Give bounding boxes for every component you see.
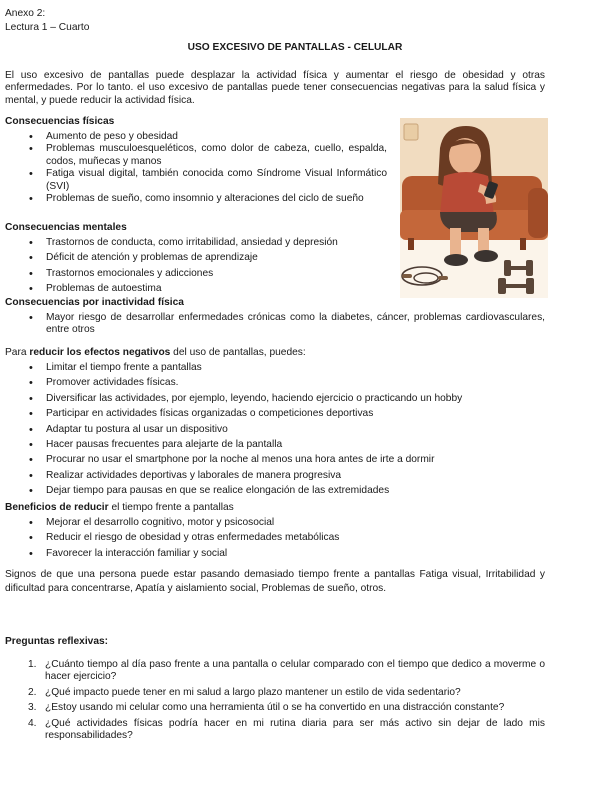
reduce-list — [5, 362, 545, 498]
inactivity-list — [5, 312, 545, 337]
signs-paragraph: Signos de que una persona puede estar pasando demasiado tiempo frente a pantallas Fatiga visual, Irritabilidad y dificultad para concentrarse, Apatía y aislamiento social, Problemas de sueño, otros. — [5, 569, 545, 594]
question-number: 1. — [28, 659, 37, 670]
list-item: • Diversificar las actividades, por ejemplo, leyendo, haciendo ejercicio o practicando un hobby — [5, 393, 545, 405]
question-number: 4. — [28, 717, 37, 729]
annex-label: Anexo 2: — [5, 8, 46, 19]
list-item: • Hacer pausas frecuentes para alejarte de la pantalla — [5, 439, 545, 451]
wall-frame — [404, 124, 418, 140]
sofa-arm — [528, 188, 548, 238]
shoe — [444, 254, 468, 266]
question-item — [5, 659, 545, 684]
document-title: USO EXCESIVO DE PANTALLAS - CELULAR — [187, 42, 403, 53]
list-item: • Favorecer la interacción familiar y social — [5, 548, 545, 560]
benefits-intro-post: el tiempo frente a pantallas — [108, 502, 234, 513]
list-item: • Limitar el tiempo frente a pantallas — [5, 362, 545, 374]
list-item: • Adaptar tu postura al usar un dispositivo — [5, 424, 545, 436]
leg — [478, 228, 489, 252]
physical-list — [5, 131, 387, 205]
list-item: • Trastornos de conducta, como irritabilidad, ansiedad y depresión — [5, 237, 387, 249]
questions-list — [5, 659, 545, 745]
list-item: • Fatiga visual digital, también conocida como Síndrome Visual Informático (SVI) — [5, 168, 387, 193]
leg — [450, 228, 461, 256]
jump-rope-handle — [438, 276, 448, 280]
list-item: • Mayor riesgo de desarrollar enfermedades crónicas como la diabetes, cáncer, problemas cardiovasculares, entre otros — [5, 312, 545, 337]
mental-heading: Consecuencias mentales — [5, 222, 127, 233]
question-text: ¿Qué actividades físicas podría hacer en mi rutina diaria para ser más activo sin dejar de lado mis responsabilidades? — [45, 717, 545, 742]
question-text: ¿Cuánto tiempo al día paso frente a una pantalla o celular comparado con el tiempo que dedico a moverme o hacer ejercicio? — [45, 659, 545, 683]
list-item: • Realizar actividades deportivas y laborales de manera progresiva — [5, 470, 545, 482]
list-item: • Mejorar el desarrollo cognitivo, motor y psicosocial — [5, 517, 545, 529]
inactivity-heading: Consecuencias por inactividad física — [5, 297, 184, 308]
reduce-intro — [5, 347, 545, 359]
question-item — [5, 702, 545, 714]
list-item: • Procurar no usar el smartphone por la noche al menos una hora antes de irte a dormir — [5, 454, 545, 466]
question-item — [5, 718, 545, 743]
list-item: • Promover actividades físicas. — [5, 377, 545, 389]
intro-paragraph: El uso excesivo de pantallas puede desplazar la actividad física y aumentar el riesgo de obesidad y otras enfermedades. Por lo tanto. el uso excesivo de pantallas puede tener consecuencias negativas para la salud física y mental, y puede reducir la actividad física. — [5, 70, 545, 106]
list-item: • Participar en actividades físicas organizadas o competiciones deportivas — [5, 408, 545, 420]
question-number: 2. — [28, 686, 37, 698]
list-item: • Problemas de autoestima — [5, 283, 387, 295]
question-text: ¿Qué impacto puede tener en mi salud a largo plazo mantener un estilo de vida sedentario? — [45, 686, 461, 698]
question-number: 3. — [28, 702, 37, 714]
reduce-intro-pre: Para — [5, 347, 30, 358]
list-item: • Dejar tiempo para pausas en que se realice elongación de las extremidades — [5, 485, 545, 497]
reduce-intro-bold: reducir los efectos negativos — [29, 347, 171, 358]
sofa-leg — [408, 238, 414, 250]
benefits-intro — [5, 502, 545, 514]
list-item: • Reducir el riesgo de obesidad y otras enfermedades metabólicas — [5, 532, 545, 544]
list-item: • Trastornos emocionales y adicciones — [5, 268, 387, 280]
physical-heading: Consecuencias físicas — [5, 116, 115, 127]
questions-heading: Preguntas reflexivas: — [5, 636, 109, 647]
list-item: • Déficit de atención y problemas de aprendizaje — [5, 252, 387, 264]
shoe — [474, 250, 498, 262]
girl-on-sofa-illustration — [400, 118, 548, 298]
reduce-intro-post: del uso de pantallas, puedes: — [170, 347, 306, 358]
mental-list — [5, 237, 387, 296]
question-text: ¿Estoy usando mi celular como una herramienta útil o se ha convertido en una distracción constante? — [45, 702, 505, 714]
reading-label: Lectura 1 – Cuarto — [5, 22, 90, 33]
question-item — [5, 687, 545, 699]
benefits-list — [5, 517, 545, 560]
jump-rope-handle — [402, 274, 412, 278]
list-item: • Problemas de sueño, como insomnio y alteraciones del ciclo de sueño — [5, 193, 387, 205]
sofa-leg — [520, 238, 526, 250]
benefits-intro-bold: Beneficios de reducir — [5, 502, 109, 513]
list-item: • Problemas musculoesqueléticos, como dolor de cabeza, cuello, espalda, codos, muñecas y manos — [5, 143, 387, 168]
list-item: • Aumento de peso y obesidad — [5, 131, 387, 143]
